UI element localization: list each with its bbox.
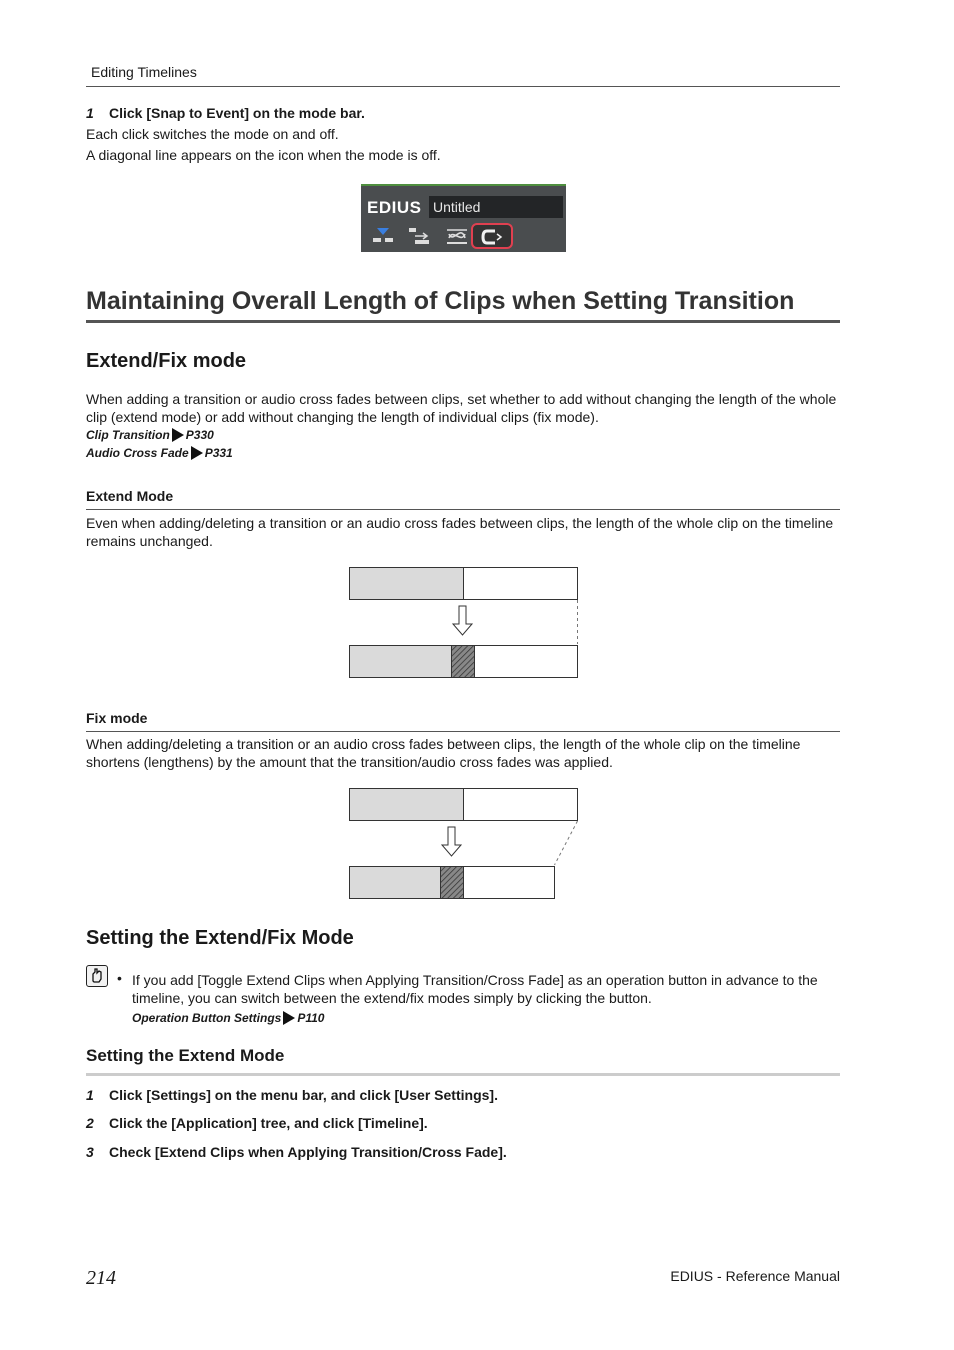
- extend-setting-rule: [86, 1073, 840, 1076]
- clip-b-after: [464, 867, 555, 899]
- extend-setting-heading: Setting the Extend Mode: [86, 1046, 285, 1065]
- step-text: Click [Snap to Event] on the mode bar.: [109, 105, 365, 121]
- setting-heading: Setting the Extend/Fix Mode: [86, 927, 354, 949]
- down-arrow-icon: [453, 606, 472, 635]
- ref-audio-cross-fade[interactable]: [86, 446, 233, 460]
- clip-a-before: [350, 568, 464, 600]
- arrow-right-icon: [172, 428, 184, 442]
- clip-a-before: [350, 789, 464, 821]
- transition-region: [452, 646, 475, 678]
- note-icon: [86, 965, 108, 987]
- extend-mode-rule: [86, 509, 840, 510]
- fix-mode-body: When adding/deleting a transition or an audio cross fades between clips, the length of the whole clip on the timeline shortens (lengthens) by the amount that the transition/audio cross fades was applied.: [86, 736, 801, 770]
- snap-to-event-icon: [481, 228, 505, 246]
- manual-name: EDIUS - Reference Manual: [670, 1268, 840, 1284]
- sync-icon[interactable]: [371, 226, 395, 246]
- mode-bar-screenshot: [361, 184, 566, 252]
- fix-mode-heading: Fix mode: [86, 710, 148, 726]
- step-text: Check [Extend Clips when Applying Transition/Cross Fade].: [109, 1144, 507, 1160]
- clip-b-before: [464, 789, 578, 821]
- ref-page: P110: [297, 1011, 325, 1025]
- extend-fix-icon[interactable]: [445, 226, 469, 246]
- clip-b-before: [464, 568, 578, 600]
- extend-mode-heading: Extend Mode: [86, 488, 174, 504]
- note-text: If you add [Toggle Extend Clips when Applying Transition/Cross Fade] as an operation button in advance to the timeline, you can switch between the extend/fix modes simply by clicking the button.: [132, 972, 818, 1006]
- step-text: Click [Settings] on the menu bar, and click [User Settings].: [109, 1087, 498, 1103]
- ref-page: P330: [185, 428, 214, 442]
- ref-operation-button-settings[interactable]: [132, 1011, 324, 1025]
- ripple-icon[interactable]: [407, 226, 431, 246]
- step-number: 1: [86, 105, 94, 121]
- step-2: [86, 1115, 428, 1131]
- extend-fix-body: When adding a transition or audio cross fades between clips, set whether to add without changing the length of the whole clip (extend mode) or add without changing the length of individual clips (fix mode).: [86, 391, 837, 425]
- extend-mode-body: Even when adding/deleting a transition or an audio cross fades between clips, the length of the whole clip on the timeline remains unchanged.: [86, 515, 834, 549]
- page-number: 214: [86, 1267, 116, 1289]
- running-header: Editing Timelines: [91, 64, 197, 80]
- snap-to-event-button[interactable]: [471, 223, 513, 249]
- page-title: Maintaining Overall Length of Clips when Setting Transition: [86, 287, 795, 315]
- arrow-right-icon: [191, 446, 203, 460]
- fix-mode-diagram: [349, 787, 579, 901]
- arrow-right-icon: [283, 1011, 295, 1025]
- extend-fix-heading: Extend/Fix mode: [86, 350, 247, 372]
- ref-clip-transition[interactable]: [86, 428, 214, 442]
- clip-a-after: [350, 646, 452, 678]
- guide-line: [555, 821, 578, 865]
- clip-a-after: [350, 867, 441, 899]
- ref-page: P331: [204, 446, 233, 460]
- ref-label: Audio Cross Fade: [86, 446, 189, 460]
- step-1: [86, 1087, 498, 1103]
- bullet: •: [117, 970, 122, 986]
- fix-mode-rule: [86, 731, 840, 732]
- ref-label: Operation Button Settings: [132, 1011, 282, 1025]
- snap-body-1: Each click switches the mode on and off.: [86, 126, 339, 142]
- step-number: 2: [86, 1115, 94, 1131]
- extend-mode-diagram: [349, 566, 579, 680]
- down-arrow-icon: [442, 827, 461, 856]
- project-title: Untitled: [429, 196, 563, 218]
- snap-body-2: A diagonal line appears on the icon when the mode is off.: [86, 147, 441, 163]
- clip-b-after: [475, 646, 578, 678]
- step-text: Click the [Application] tree, and click [Timeline].: [109, 1115, 428, 1131]
- step-3: [86, 1144, 507, 1160]
- title-rule: [86, 320, 840, 323]
- edius-logo: EDIUS: [367, 198, 422, 217]
- ref-label: Clip Transition: [86, 428, 170, 442]
- header-rule: [86, 86, 840, 87]
- transition-region: [441, 867, 464, 899]
- step-snap: [86, 105, 365, 121]
- step-number: 1: [86, 1087, 94, 1103]
- step-number: 3: [86, 1144, 94, 1160]
